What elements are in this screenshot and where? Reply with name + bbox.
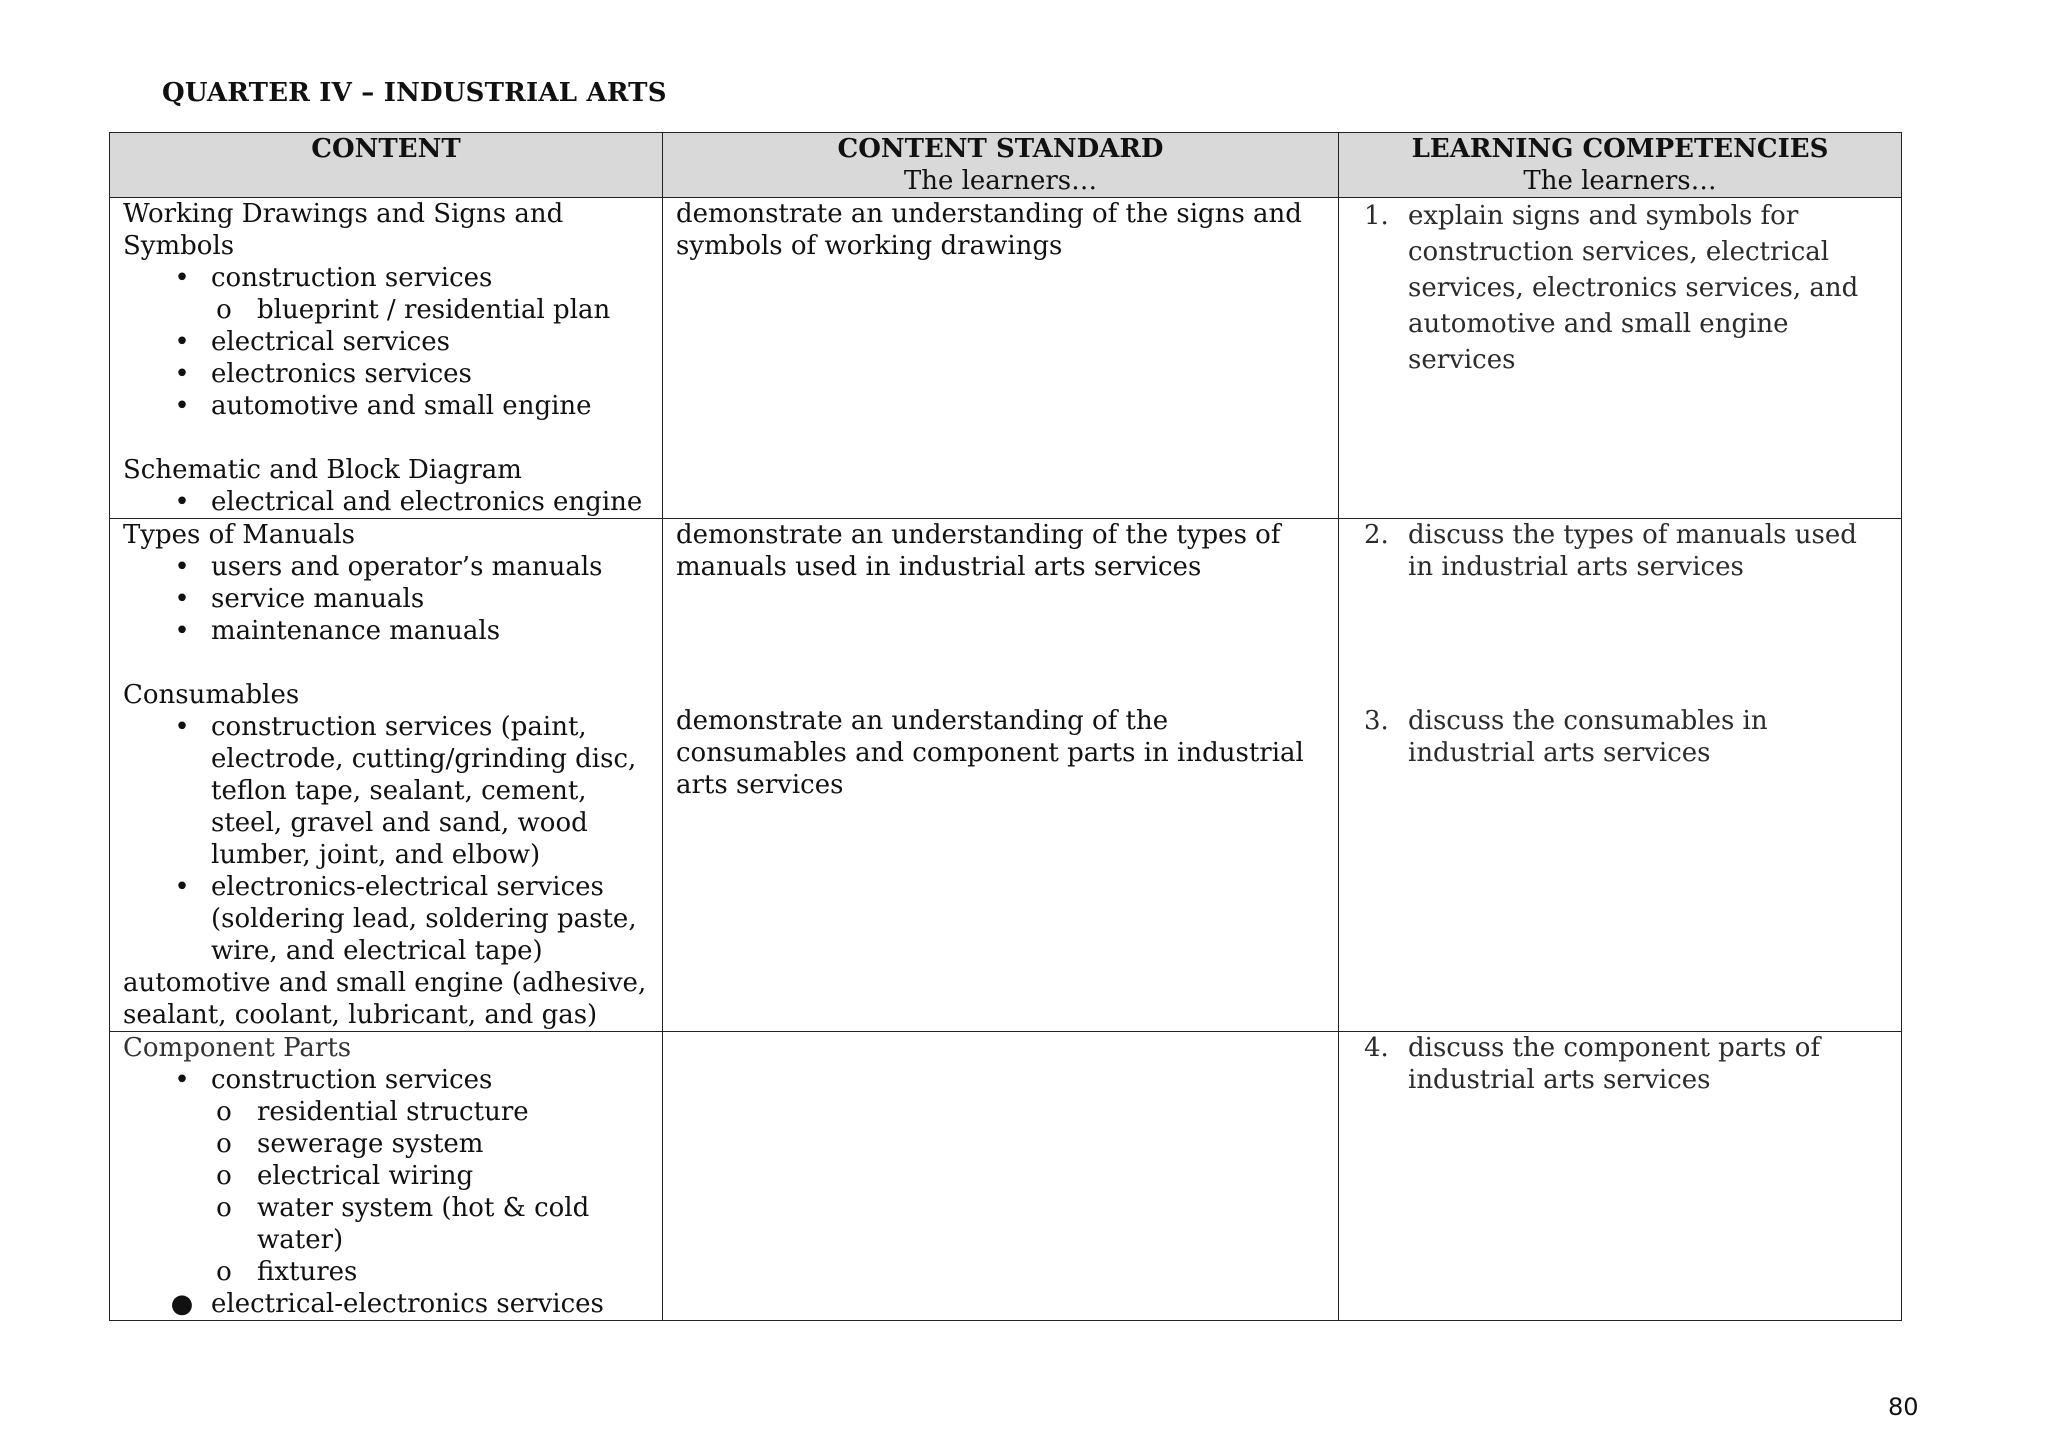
spacer — [1352, 583, 1891, 615]
spacer — [676, 615, 1328, 647]
bullet-icon: • — [174, 359, 190, 389]
bullet-icon: • — [174, 1065, 190, 1095]
header-learning-competencies — [1339, 133, 1902, 198]
table-row — [110, 519, 1902, 1032]
header-content-title: CONTENT — [311, 134, 461, 164]
bullet-icon: • — [174, 391, 190, 421]
standard-line: demonstrate an understanding of the types of — [676, 520, 1281, 550]
list-item-continuation: lumber, joint, and elbow) — [211, 840, 541, 870]
circle-bullet-icon: o — [216, 1257, 232, 1287]
circle-bullet-icon: o — [216, 1193, 232, 1223]
header-content — [110, 133, 663, 198]
content-line: automotive and small engine (adhesive, — [123, 968, 647, 998]
list-item-continuation: steel, gravel and sand, wood — [211, 808, 588, 838]
content-section-title: Schematic and Block Diagram — [123, 455, 522, 485]
list-item: o fixtures — [123, 1256, 652, 1288]
header-content-standard-subtitle: The learners… — [903, 166, 1098, 196]
competency-number: 2. — [1364, 520, 1389, 550]
standard-line: arts services — [676, 770, 844, 800]
list-item: o sewerage system — [123, 1128, 652, 1160]
list-item-continuation: water) — [257, 1225, 344, 1255]
list-item: o water system (hot & cold — [123, 1192, 652, 1224]
bullet-icon: • — [174, 327, 190, 357]
table-header-row — [110, 133, 1902, 198]
content-cell — [110, 1032, 663, 1321]
content-section-title: Consumables — [123, 680, 300, 710]
list-item-continuation: electrode, cutting/grinding disc, — [211, 744, 637, 774]
bullet-icon: • — [174, 872, 190, 902]
curriculum-table — [109, 132, 1902, 1321]
competency-item: 1. explain signs and symbols for construction services, electrical services, electronics services, and automotive and small engine services — [1352, 198, 1891, 378]
competency-item: 4. discuss the component parts of industrial arts services — [1364, 1033, 1821, 1095]
list-item: • service manuals — [123, 583, 652, 615]
content-title-line: Working Drawings and Signs and — [123, 199, 564, 229]
bullet-icon: • — [174, 552, 190, 582]
table-row — [110, 198, 1902, 519]
spacer — [1352, 615, 1891, 647]
list-item: • construction services — [123, 1064, 652, 1096]
standard-cell — [663, 1032, 1339, 1321]
header-content-standard-title: CONTENT STANDARD — [837, 134, 1164, 164]
standard-line: consumables and component parts in industrial — [676, 738, 1304, 768]
list-item: • users and operator’s manuals — [123, 551, 652, 583]
bullet-icon: ● — [170, 1289, 194, 1319]
header-learning-competencies-title: LEARNING COMPETENCIES — [1411, 134, 1829, 164]
list-item: • automotive and small engine — [123, 390, 652, 422]
bullet-icon: • — [174, 616, 190, 646]
header-learning-competencies-subtitle: The learners… — [1523, 166, 1717, 196]
circle-bullet-icon: o — [216, 1097, 232, 1127]
spacer — [1352, 679, 1891, 705]
competency-cell — [1339, 1032, 1902, 1321]
standard-cell — [663, 519, 1339, 1032]
competency-item: 3. discuss the consumables in industrial arts services — [1364, 706, 1768, 768]
list-item: o blueprint / residential plan — [123, 294, 652, 326]
spacer — [123, 422, 652, 454]
circle-bullet-icon: o — [216, 1129, 232, 1159]
list-item: o residential structure — [123, 1096, 652, 1128]
spacer — [676, 647, 1328, 679]
standard-line: manuals used in industrial arts services — [676, 552, 1202, 582]
list-item: • construction services — [123, 262, 652, 294]
standard-line: symbols of working drawings — [676, 231, 1063, 261]
list-item: • electrical and electronics engine — [123, 486, 652, 518]
bullet-icon: • — [174, 487, 190, 517]
bullet-icon: • — [174, 263, 190, 293]
list-item: ● electrical-electronics services — [123, 1288, 652, 1320]
page-number: 80 — [1888, 1393, 1919, 1421]
page-heading: QUARTER IV – INDUSTRIAL ARTS — [162, 78, 667, 108]
competency-cell — [1339, 198, 1902, 519]
circle-bullet-icon: o — [216, 295, 232, 325]
content-title: Types of Manuals — [123, 520, 355, 550]
list-item: • electrical services — [123, 326, 652, 358]
list-item: • electronics services — [123, 358, 652, 390]
content-cell — [110, 198, 663, 519]
header-content-standard — [663, 133, 1339, 198]
list-item-continuation: (soldering lead, soldering paste, — [211, 904, 637, 934]
spacer — [1352, 647, 1891, 679]
competency-number: 1. — [1364, 201, 1389, 231]
standard-line: demonstrate an understanding of the signs and — [676, 199, 1302, 229]
content-title: Component Parts — [123, 1033, 352, 1063]
content-title-line: Symbols — [123, 231, 235, 261]
competency-cell — [1339, 519, 1902, 1032]
standard-line: demonstrate an understanding of the — [676, 706, 1169, 736]
competency-item: 2. discuss the types of manuals used in industrial arts services — [1364, 520, 1857, 582]
standard-cell — [663, 198, 1339, 519]
competency-number: 3. — [1364, 706, 1389, 736]
content-cell — [110, 519, 663, 1032]
content-line: sealant, coolant, lubricant, and gas) — [123, 1000, 598, 1030]
list-item-continuation: wire, and electrical tape) — [211, 936, 543, 966]
list-item: • construction services (paint, — [123, 711, 652, 743]
table-row — [110, 1032, 1902, 1321]
bullet-icon: • — [174, 584, 190, 614]
spacer — [676, 679, 1328, 705]
list-item: • electronics-electrical services — [123, 871, 652, 903]
competency-number: 4. — [1364, 1033, 1389, 1063]
circle-bullet-icon: o — [216, 1161, 232, 1191]
list-item-continuation: teflon tape, sealant, cement, — [211, 776, 587, 806]
bullet-icon: • — [174, 712, 190, 742]
list-item: • maintenance manuals — [123, 615, 652, 647]
list-item: o electrical wiring — [123, 1160, 652, 1192]
spacer — [123, 647, 652, 679]
spacer — [676, 583, 1328, 615]
